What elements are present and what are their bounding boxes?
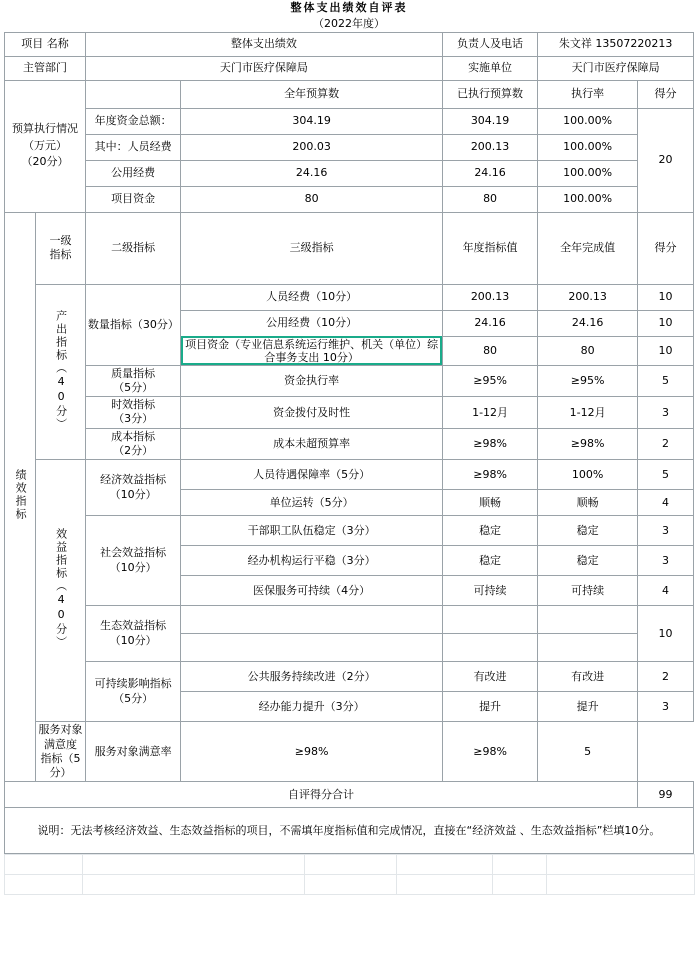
budget-col-score: 得分 <box>637 80 693 108</box>
perf-col-actual: 全年完成值 <box>538 212 638 284</box>
grid-cell[interactable] <box>547 855 695 875</box>
budget-row-name: 公用经费 <box>85 160 180 186</box>
perf-score[interactable]: 4 <box>637 490 693 516</box>
budget-col-executed: 已执行预算数 <box>442 80 537 108</box>
perf-score[interactable]: 4 <box>637 576 693 606</box>
unit-value[interactable]: 天门市医疗保障局 <box>538 56 694 80</box>
perf-actual[interactable]: 顺畅 <box>538 490 638 516</box>
perf-target[interactable]: 稳定 <box>442 546 537 576</box>
budget-col-rate: 执行率 <box>538 80 638 108</box>
budget-score[interactable]: 20 <box>637 108 693 212</box>
perf-actual[interactable]: 有改进 <box>538 662 638 692</box>
perf-target[interactable]: 稳定 <box>442 516 537 546</box>
perf-l3-label: 成本未超预算率 <box>181 428 442 460</box>
perf-side-label <box>5 212 36 782</box>
perf-l3-label: 公共服务持续改进（2分） <box>181 662 442 692</box>
perf-target[interactable]: ≥98% <box>442 428 537 460</box>
perf-l2-label: 数量指标（30分） <box>85 284 180 365</box>
perf-l3-label: 单位运转（5分） <box>181 490 442 516</box>
note-text: 说明：无法考核经济效益、生态效益指标的项目，不需填年度指标值和完成情况，直接在“经济效益 、生态效益指标”栏填10分。 <box>5 808 694 854</box>
project-name-label: 项目 名称 <box>5 32 86 56</box>
dept-label: 主管部门 <box>5 56 86 80</box>
grid-cell[interactable] <box>83 855 305 875</box>
perf-l3-label: 经办机构运行平稳（3分） <box>181 546 442 576</box>
budget-row-executed[interactable]: 24.16 <box>442 160 537 186</box>
perf-score[interactable]: 5 <box>637 365 693 397</box>
perf-score[interactable]: 2 <box>637 428 693 460</box>
perf-group-benefit-text: 效益指标（40分） <box>54 528 68 650</box>
perf-actual[interactable]: 80 <box>538 336 638 365</box>
perf-l3-label: 资金执行率 <box>181 365 442 397</box>
perf-actual[interactable]: 1-12月 <box>538 397 638 429</box>
project-name-value[interactable]: 整体支出绩效 <box>85 32 442 56</box>
budget-row-name: 其中：人员经费 <box>85 134 180 160</box>
perf-score[interactable]: 10 <box>637 336 693 365</box>
perf-target[interactable] <box>442 606 537 634</box>
budget-row-rate[interactable]: 100.00% <box>538 186 638 212</box>
perf-l3-label: 资金拨付及时性 <box>181 397 442 429</box>
perf-l3-label: 干部职工队伍稳定（3分） <box>181 516 442 546</box>
grid-cell[interactable] <box>547 875 695 895</box>
perf-l2-label: 可持续影响指标 （5分） <box>85 662 180 722</box>
perf-score[interactable]: 10 <box>637 310 693 336</box>
grid-cell[interactable] <box>305 875 397 895</box>
perf-col-score: 得分 <box>637 212 693 284</box>
grid-cell[interactable] <box>305 855 397 875</box>
owner-value[interactable]: 朱文祥 13507220213 <box>538 32 694 56</box>
budget-row-rate[interactable]: 100.00% <box>538 108 638 134</box>
grid-cell[interactable] <box>397 875 493 895</box>
perf-score[interactable]: 10 <box>637 606 693 662</box>
perf-target[interactable]: 200.13 <box>442 284 537 310</box>
perf-target[interactable]: 有改进 <box>442 662 537 692</box>
perf-actual[interactable]: 提升 <box>538 692 638 722</box>
perf-col-l1: 一级 指标 <box>36 212 86 284</box>
budget-row-budget[interactable]: 304.19 <box>181 108 442 134</box>
perf-side-label-text: 绩效指标 <box>14 469 28 522</box>
perf-col-l3: 三级指标 <box>181 212 442 284</box>
perf-score[interactable]: 10 <box>637 284 693 310</box>
perf-l2-label: 时效指标 （3分） <box>85 397 180 429</box>
owner-label: 负责人及电话 <box>442 32 537 56</box>
perf-score[interactable]: 3 <box>637 692 693 722</box>
perf-target[interactable]: 80 <box>442 336 537 365</box>
perf-target[interactable]: 可持续 <box>442 576 537 606</box>
perf-target-empty[interactable] <box>442 634 537 662</box>
perf-score[interactable]: 3 <box>637 516 693 546</box>
grid-cell[interactable] <box>83 875 305 895</box>
budget-row-executed[interactable]: 304.19 <box>442 108 537 134</box>
perf-actual[interactable]: ≥98% <box>538 428 638 460</box>
perf-actual-empty[interactable] <box>538 634 638 662</box>
budget-row-rate[interactable]: 100.00% <box>538 134 638 160</box>
budget-row-executed[interactable]: 80 <box>442 186 537 212</box>
perf-l2-label: 生态效益指标 （10分） <box>85 606 180 662</box>
perf-l3-label: 经办能力提升（3分） <box>181 692 442 722</box>
perf-target[interactable]: 提升 <box>442 692 537 722</box>
perf-l3-label: 服务对象满意率 <box>85 722 180 782</box>
budget-row-budget[interactable]: 80 <box>181 186 442 212</box>
perf-group-output <box>36 284 86 460</box>
perf-target[interactable]: ≥98% <box>181 722 442 782</box>
perf-l3-label: 公用经费（10分） <box>181 310 442 336</box>
perf-l3-label: 人员待遇保障率（5分） <box>181 460 442 490</box>
perf-score[interactable]: 2 <box>637 662 693 692</box>
perf-l3-label <box>181 606 442 634</box>
perf-target[interactable]: ≥98% <box>442 460 537 490</box>
total-label: 自评得分合计 <box>5 782 638 808</box>
budget-col-year: 全年预算数 <box>181 80 442 108</box>
perf-target[interactable]: 24.16 <box>442 310 537 336</box>
unit-label: 实施单位 <box>442 56 537 80</box>
perf-target[interactable]: 1-12月 <box>442 397 537 429</box>
budget-row-budget[interactable]: 200.03 <box>181 134 442 160</box>
grid-cell[interactable] <box>5 875 83 895</box>
perf-l2-label: 服务对象满意度 指标（5分） <box>36 722 86 782</box>
perf-col-target: 年度指标值 <box>442 212 537 284</box>
perf-group-output-text: 产出指标（40分） <box>54 309 68 431</box>
perf-actual[interactable]: 稳定 <box>538 516 638 546</box>
total-value[interactable]: 99 <box>637 782 693 808</box>
perf-l3-label: 医保服务可持续（4分） <box>181 576 442 606</box>
perf-l2-label: 成本指标 （2分） <box>85 428 180 460</box>
grid-row[interactable] <box>5 875 695 895</box>
perf-actual[interactable]: 稳定 <box>538 546 638 576</box>
budget-row-name: 项目资金 <box>85 186 180 212</box>
perf-actual[interactable]: ≥95% <box>538 365 638 397</box>
perf-l2-label: 社会效益指标 （10分） <box>85 516 180 606</box>
perf-actual[interactable]: ≥98% <box>442 722 537 782</box>
perf-actual[interactable]: 24.16 <box>538 310 638 336</box>
perf-col-l2: 二级指标 <box>85 212 180 284</box>
grid-cell[interactable] <box>493 855 547 875</box>
perf-l3-label: 人员经费（10分） <box>181 284 442 310</box>
empty-grid-area <box>4 854 695 895</box>
perf-group-benefit <box>36 460 86 722</box>
grid-cell[interactable] <box>397 855 493 875</box>
grid-row[interactable] <box>5 855 695 875</box>
perf-l3-empty <box>181 634 442 662</box>
perf-score[interactable]: 5 <box>538 722 638 782</box>
page-subtitle: （2022年度） <box>313 16 385 30</box>
perf-actual[interactable]: 200.13 <box>538 284 638 310</box>
perf-l2-label: 质量指标 （5分） <box>85 365 180 397</box>
perf-l3-label-selected[interactable]: 项目资金（专业信息系统运行维护、机关（单位）综合事务支出 10分） <box>181 336 442 365</box>
perf-score[interactable]: 5 <box>637 460 693 490</box>
perf-l2-label: 经济效益指标 （10分） <box>85 460 180 516</box>
page-title: 整体支出绩效自评表 <box>290 1 408 14</box>
perf-actual[interactable]: 可持续 <box>538 576 638 606</box>
perf-score[interactable]: 3 <box>637 546 693 576</box>
budget-row-name: 年度资金总额： <box>85 108 180 134</box>
perf-actual[interactable] <box>538 606 638 634</box>
grid-cell[interactable] <box>493 875 547 895</box>
grid-cell[interactable] <box>5 855 83 875</box>
perf-actual[interactable]: 100% <box>538 460 638 490</box>
dept-value[interactable]: 天门市医疗保障局 <box>85 56 442 80</box>
budget-section-label: 预算执行情况（万元） （20分） <box>5 80 86 212</box>
budget-row-executed[interactable]: 200.13 <box>442 134 537 160</box>
budget-row-rate[interactable]: 100.00% <box>538 160 638 186</box>
budget-row-budget[interactable]: 24.16 <box>181 160 442 186</box>
evaluation-table <box>4 0 694 854</box>
perf-score[interactable]: 3 <box>637 397 693 429</box>
budget-corner-cell <box>85 80 180 108</box>
perf-target[interactable]: ≥95% <box>442 365 537 397</box>
perf-target[interactable]: 顺畅 <box>442 490 537 516</box>
